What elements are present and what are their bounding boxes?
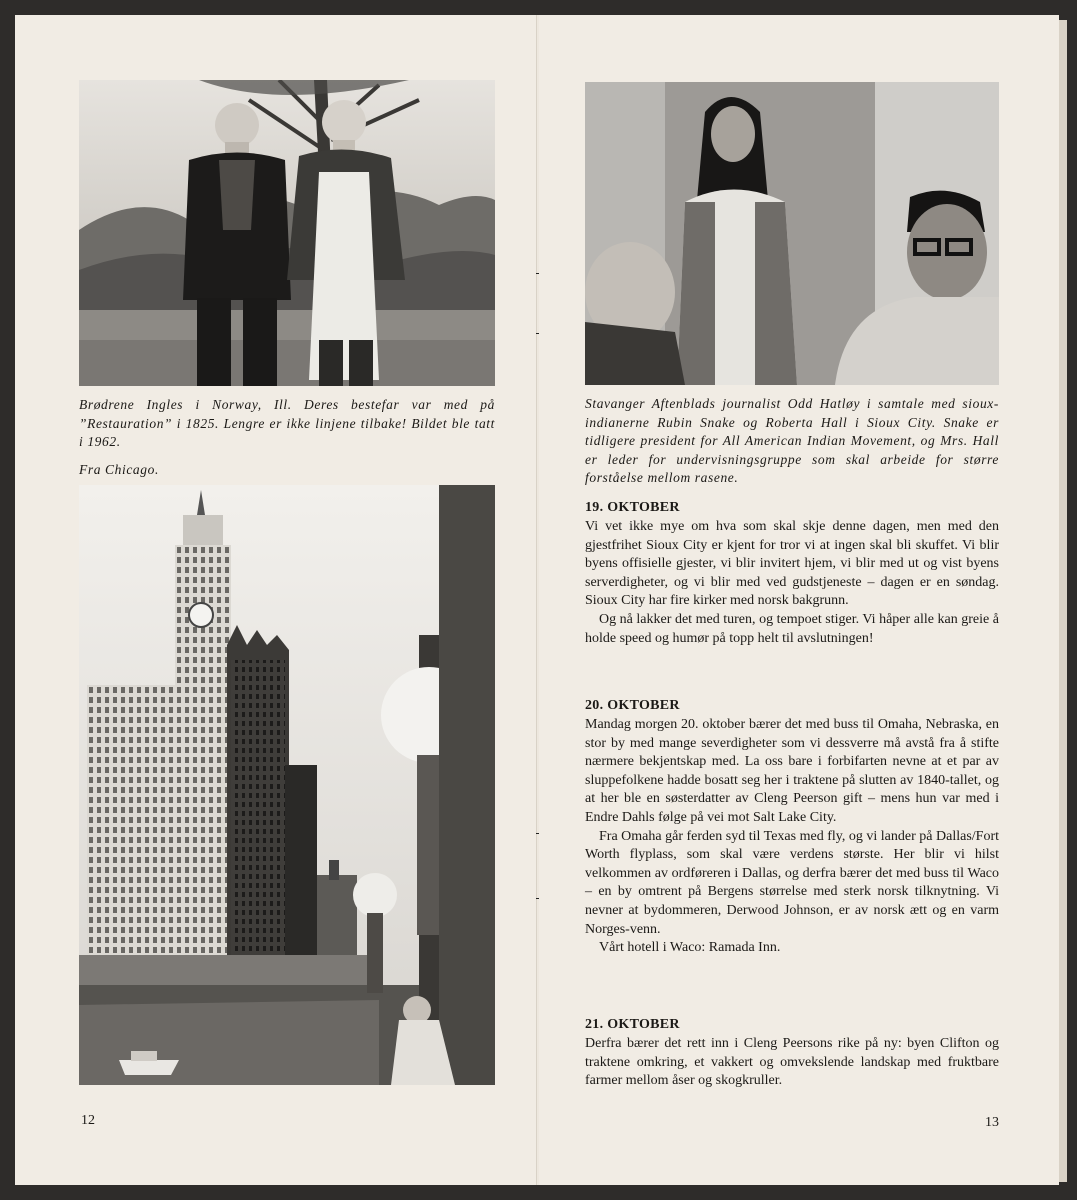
section-body-21-oktober (585, 1035, 999, 1091)
paragraph: Fra Omaha går ferden syd til Texas med fly, og vi lander på Dallas/Fort Worth flyplass, som skal være verdens største. Her blir vi hilst velkommen av ordføreren i Dallas, og derfra bærer det med buss til Waco – en by omtrent på Bergens størrelse med sterk norsk tilknytning. Vi nevner at bydommeren, Derwood Johnson, er av norsk ætt og en varm Norges-venn. (585, 828, 999, 937)
paragraph: Og nå lakker det med turen, og tempoet stiger. Vi håper alle kan greie å holde speed og humør på topp helt til avslutningen! (585, 611, 999, 646)
page-edge (1059, 20, 1067, 1182)
paragraph: Vårt hotell i Waco: Ramada Inn. (599, 940, 781, 956)
photo-caption-chicago: Fra Chicago. (79, 462, 159, 477)
photo-sioux-city-image (585, 82, 999, 385)
page-number-left: 12 (81, 1113, 95, 1128)
section-body-19-oktober (585, 518, 999, 648)
section-heading-19-oktober: 19. OKTOBER (585, 500, 680, 515)
section-body-20-oktober (585, 716, 999, 958)
photo-ingles-brothers (79, 80, 495, 386)
photo-caption-sioux-city: Stavanger Aftenblads journalist Odd Hatløy i samtale med sioux-indianerne Rubin Snake og Roberta Hall i Sioux City. Snake er tidligere president for All American Indian Movement, og Mrs. Hall er leder for undervisningsgruppe som skal arbeide for større forståelse mellom rasene. (585, 396, 999, 485)
photo-chicago-image (79, 485, 495, 1085)
photo-caption-ingles: Brødrene Ingles i Norway, Ill. Deres bestefar var med på ”Restauration” i 1825. Lengre er ikke linjene tilbake! Bildet ble tatt i 1962. (79, 397, 495, 449)
page-number-right: 13 (985, 1115, 999, 1130)
paragraph: Vi vet ikke mye om hva som skal skje denne dagen, men med den gjestfrihet Sioux City er kjent for tror vi at ingen skal bli skuffet. Vi blir byens offisielle gjester, vi blir invitert hjem, vi blir med ut og vist byens serverdigheter, og vi blir med ved gudstjeneste – dagen er en søndag. Sioux City har fire kirker med norsk bakgrunn. (585, 519, 999, 609)
paragraph: Derfra bærer det rett inn i Cleng Peersons rike på ny: byen Clifton og traktene omkring, et vakkert og omvekslende landskap med fruktbare farmer mellom åser og skogkruller. (585, 1036, 999, 1089)
section-heading-21-oktober: 21. OKTOBER (585, 1017, 680, 1032)
paragraph: Mandag morgen 20. oktober bærer det med buss til Omaha, Nebraska, en stor by med mange severdigheter som vi dessverre må avstå fra å stifte nærmere bekjentskap med. La oss bare i forbifarten nevne at et par av sluppefolkene hadde bosatt seg her i traktene på slutten av 1840-tallet, og at her ble en søsterdatter av Cleng Peerson gift – mens hun var med i Endre Dahls følge på vei mot Salt Lake City. (585, 717, 999, 825)
photo-sioux-city (585, 82, 999, 385)
section-heading-20-oktober: 20. OKTOBER (585, 698, 680, 713)
photo-chicago (79, 485, 495, 1085)
photo-ingles-brothers-image (79, 80, 495, 386)
